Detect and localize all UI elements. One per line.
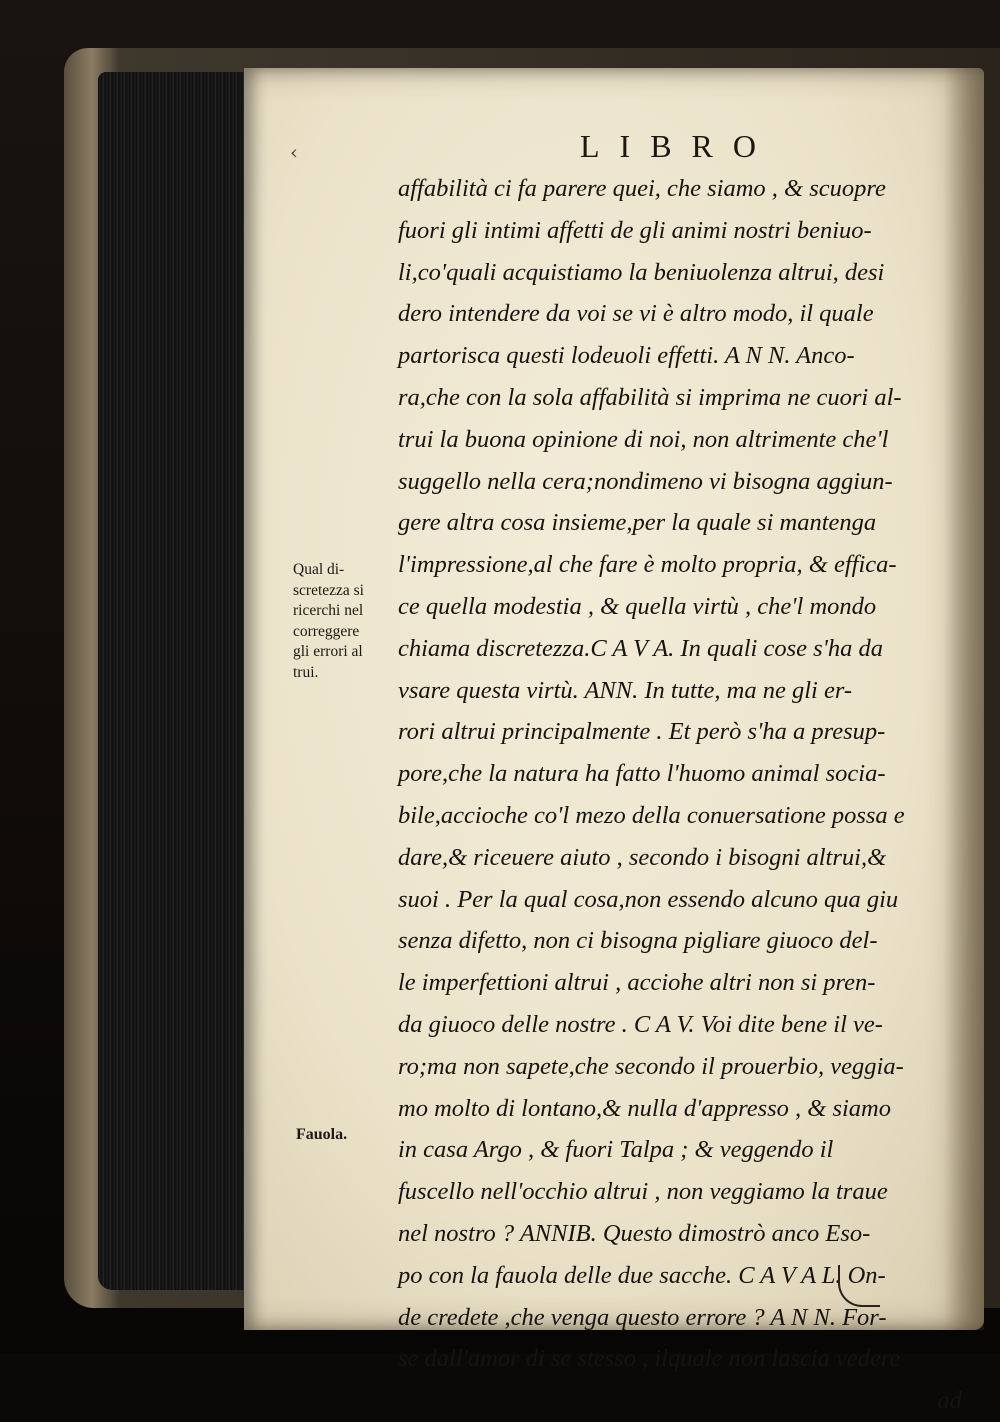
text-line: l'impressione,al che fare è molto propria, & effica- xyxy=(398,551,897,579)
text-line: chiama discretezza.C A V A. In quali cose s'ha da xyxy=(398,634,884,662)
text-line: in casa Argo , & fuori Talpa ; & veggendo il xyxy=(398,1136,834,1164)
page-edges xyxy=(98,72,250,1290)
text-line: se dall'amor di se stesso , ilquale non lascia vedere xyxy=(398,1345,901,1373)
text-line: rori altrui principalmente . Et però s'ha a presup- xyxy=(398,718,886,746)
text-line: trui la buona opinione di noi, non altrimente che'l xyxy=(398,425,889,453)
text-line: ce quella modestia , & quella virtù , che'l mondo xyxy=(398,592,877,620)
text-line: partorisca questi lodeuoli effetti. A N N. Anco- xyxy=(398,342,855,370)
margin-note-discretezza xyxy=(293,560,408,683)
text-line: nel nostro ? ANNIB. Questo dimostrò anco Eso- xyxy=(398,1219,871,1247)
margin-note-line: gli errori al xyxy=(293,643,363,660)
text-line: ad xyxy=(937,1387,962,1415)
text-line: ro;ma non sapete,che secondo il prouerbio, veggia- xyxy=(398,1052,904,1080)
text-line: li,co'quali acquistiamo la beniuolenza altrui, desi xyxy=(398,258,885,286)
text-line: ra,che con la sola affabilità si imprima ne cuori al- xyxy=(398,383,902,411)
ink-mark-icon: ‹ xyxy=(290,140,298,164)
main-text xyxy=(398,168,968,1422)
text-line: suoi . Per la qual cosa,non essendo alcuno qua giu xyxy=(398,885,899,913)
text-line: bile,accioche co'l mezo della conuersatione possa e xyxy=(398,801,905,829)
text-line: po con la fauola delle due sacche. C A V A L. On- xyxy=(398,1261,886,1289)
text-line: vsare questa virtù. ANN. In tutte, ma ne gli er- xyxy=(398,676,853,704)
margin-note-line: scretezza si xyxy=(293,581,364,599)
margin-note-line: correggere xyxy=(293,622,360,640)
text-line: dero intendere da voi se vi è altro modo, il quale xyxy=(398,300,874,328)
text-line: mo molto di lontano,& nulla d'appresso , & siamo xyxy=(398,1094,891,1122)
text-line: de credete ,che venga questo errore ? A N N. For- xyxy=(398,1303,887,1331)
text-line: dare,& riceuere aiuto , secondo i bisogni altrui,& xyxy=(398,843,887,871)
text-line: fuscello nell'occhio altrui , non veggiamo la traue xyxy=(398,1178,888,1206)
text-line: suggello nella cera;nondimeno vi bisogna aggiun- xyxy=(398,467,893,495)
margin-note-line: Qual di- xyxy=(293,561,345,578)
margin-note-line: ricerchi nel xyxy=(293,602,364,619)
margin-note-fauola: Fauola. xyxy=(296,1126,348,1143)
text-line: fuori gli intimi affetti de gli animi nostri beniuo- xyxy=(398,216,872,244)
text-line: da giuoco delle nostre . C A V. Voi dite bene il ve- xyxy=(398,1010,883,1038)
text-line: senza difetto, non ci bisogna pigliare giuoco del- xyxy=(398,927,878,955)
text-line: gere altra cosa insieme,per la quale si mantenga xyxy=(398,509,877,537)
text-line: le imperfettioni altrui , acciohe altri non si pren- xyxy=(398,969,876,997)
margin-note-line: trui. xyxy=(293,663,319,681)
running-head: LIBRO xyxy=(580,128,776,164)
text-line: pore,che la natura ha fatto l'huomo animal socia- xyxy=(398,760,886,788)
text-line: affabilità ci fa parere quei, che siamo , & scuopre xyxy=(398,175,886,202)
